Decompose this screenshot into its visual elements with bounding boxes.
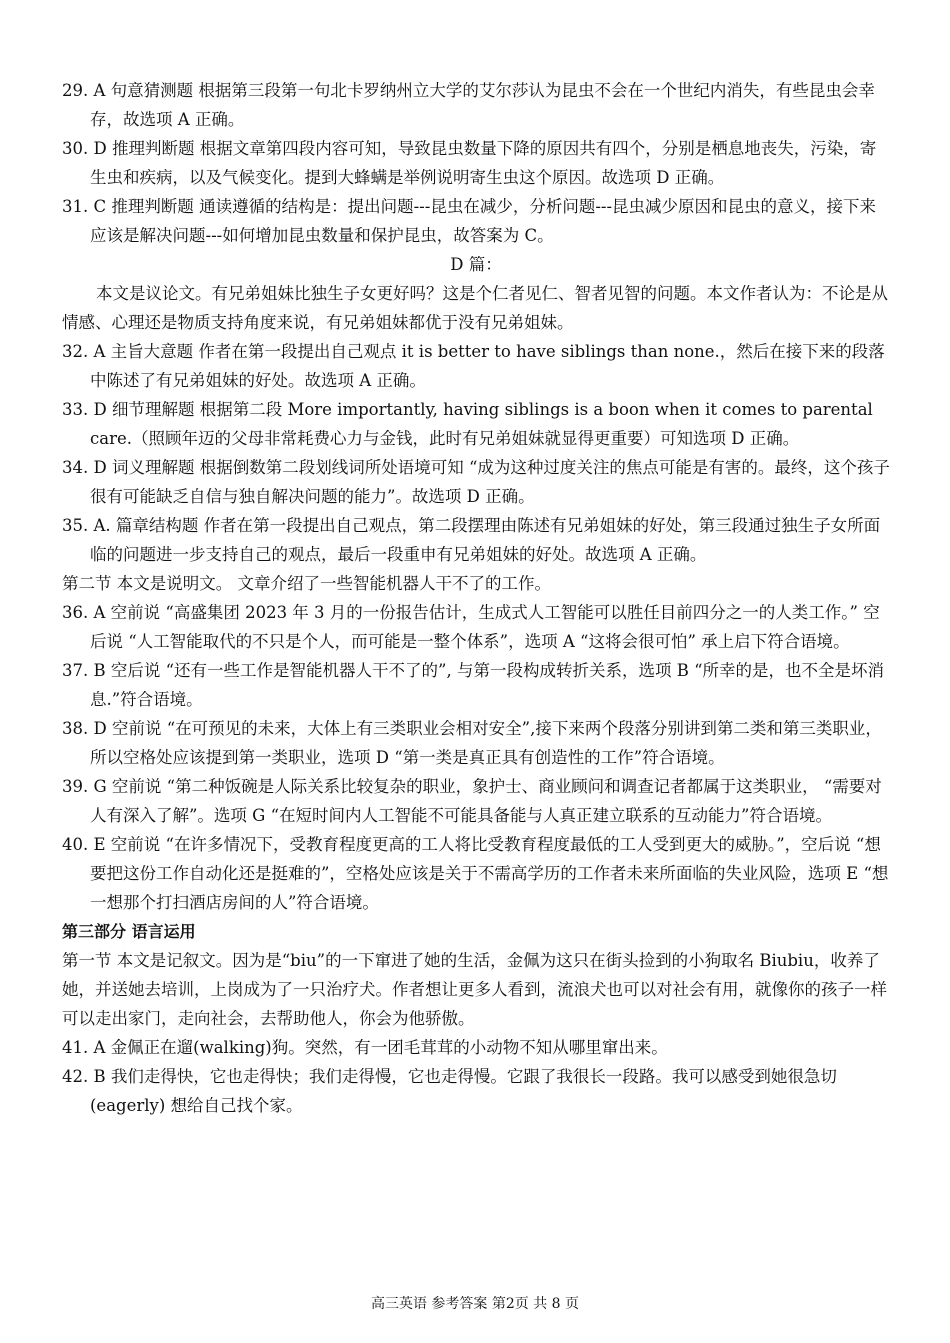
answer-42: 42. B 我们走得快，它也走得快；我们走得慢，它也走得慢。它跟了我很长一段路。我可以感受到她很急切(eagerly) 想给自己找个家。 bbox=[62, 1067, 837, 1115]
answer-40: 40. E 空前说 “在许多情况下，受教育程度更高的工人将比受教育程度最低的工人受到更大的威胁。”，空后说 “想要把这份工作自动化还是挺难的”，空格处应该是关于不需高学历的工作者未来所面临的失业风险，选项 E “想一想那个打扫酒店房间的人”符合语境。 bbox=[62, 835, 889, 912]
section-d-title: D 篇： bbox=[450, 255, 502, 274]
answer-41: 41. A 金佩正在遛(walking)狗。突然，有一团毛茸茸的小动物不知从哪里窜出来。 bbox=[62, 1038, 668, 1057]
section-d-intro: 本文是议论文。有兄弟姐妹比独生子女更好吗？这是个仁者见仁、智者见智的问题。本文作者认为：不论是从情感、心理还是物质支持角度来说，有兄弟姐妹都优于没有兄弟姐妹。 bbox=[62, 284, 888, 332]
answer-37: 37. B 空后说 “还有一些工作是智能机器人干不了的”, 与第一段构成转折关系，选项 B “所幸的是，也不全是坏消息.”符合语境。 bbox=[62, 661, 885, 709]
section-2-intro: 第二节 本文是说明文。 文章介绍了一些智能机器人干不了的工作。 bbox=[62, 574, 551, 593]
answer-34: 34. D 词义理解题 根据倒数第二段划线词所处语境可知 “成为这种过度关注的焦点可能是有害的。最终，这个孩子很有可能缺乏自信与独自解决问题的能力”。故选项 D 正确。 bbox=[62, 458, 890, 506]
answer-30: 30. D 推理判断题 根据文章第四段内容可知，导致昆虫数量下降的原因共有四个，分别是栖息地丧失，污染，寄生虫和疾病，以及气候变化。提到大蜂螨是举例说明寄生虫这个原因。故选项 D 正确。 bbox=[62, 139, 877, 187]
answer-29: 29. A 句意猜测题 根据第三段第一句北卡罗纳州立大学的艾尔莎认为昆虫不会在一个世纪内消失，有些昆虫会幸存，故选项 A 正确。 bbox=[62, 81, 875, 129]
answer-36: 36. A 空前说 “高盛集团 2023 年 3 月的一份报告估计，生成式人工智能可以胜任目前四分之一的人类工作。” 空后说 “人工智能取代的不只是个人，而可能是一整个体系”，选项 A “这将会很可怕” 承上启下符合语境。 bbox=[62, 603, 880, 651]
part-3-title: 第三部分 语言运用 bbox=[62, 922, 196, 941]
answer-33: 33. D 细节理解题 根据第二段 More importantly, having siblings is a boon when it comes to parental care.（照顾年迈的父母非常耗费心力与金钱，此时有兄弟姐妹就显得更重要）可知选项 D 正确。 bbox=[62, 400, 873, 448]
answer-31: 31. C 推理判断题 通读遵循的结构是：提出问题---昆虫在减少，分析问题---昆虫减少原因和昆虫的意义，接下来应该是解决问题---如何增加昆虫数量和保护昆虫，故答案为 C。 bbox=[62, 197, 877, 245]
answer-38: 38. D 空前说 “在可预见的未来，大体上有三类职业会相对安全”,接下来两个段落分别讲到第二类和第三类职业，所以空格处应该提到第一类职业，选项 D “第一类是真正具有创造性的工作”符合语境。 bbox=[62, 719, 882, 767]
part-3-intro: 第一节 本文是记叙文。因为是“biu”的一下窜进了她的生活，金佩为这只在街头捡到的小狗取名 Biubiu，收养了她，并送她去培训，上岗成为了一只治疗犬。作者想让更多人看到，流浪犬也可以对社会有用，就像你的孩子一样可以走出家门，走向社会，去帮助他人，你会为他骄傲。 bbox=[62, 951, 887, 1028]
page-footer: 高三英语 参考答案 第2页 共 8 页 bbox=[370, 1296, 580, 1312]
answer-page bbox=[62, 76, 890, 1120]
answer-39: 39. G 空前说 “第二种饭碗是人际关系比较复杂的职业，象护士、商业顾问和调查记者都属于这类职业， “需要对人有深入了解”。选项 G “在短时间内人工智能不可能具备能与人真正建立联系的互动能力”符合语境。 bbox=[62, 777, 882, 825]
answer-35: 35. A. 篇章结构题 作者在第一段提出自己观点，第二段摆理由陈述有兄弟姐妹的好处，第三段通过独生子女所面临的问题进一步支持自己的观点，最后一段重申有兄弟姐妹的好处。故选项 A 正确。 bbox=[62, 516, 881, 564]
answer-32: 32. A 主旨大意题 作者在第一段提出自己观点 it is better to have siblings than none.，然后在接下来的段落中陈述了有兄弟姐妹的好处。故选项 A 正确。 bbox=[62, 342, 885, 390]
